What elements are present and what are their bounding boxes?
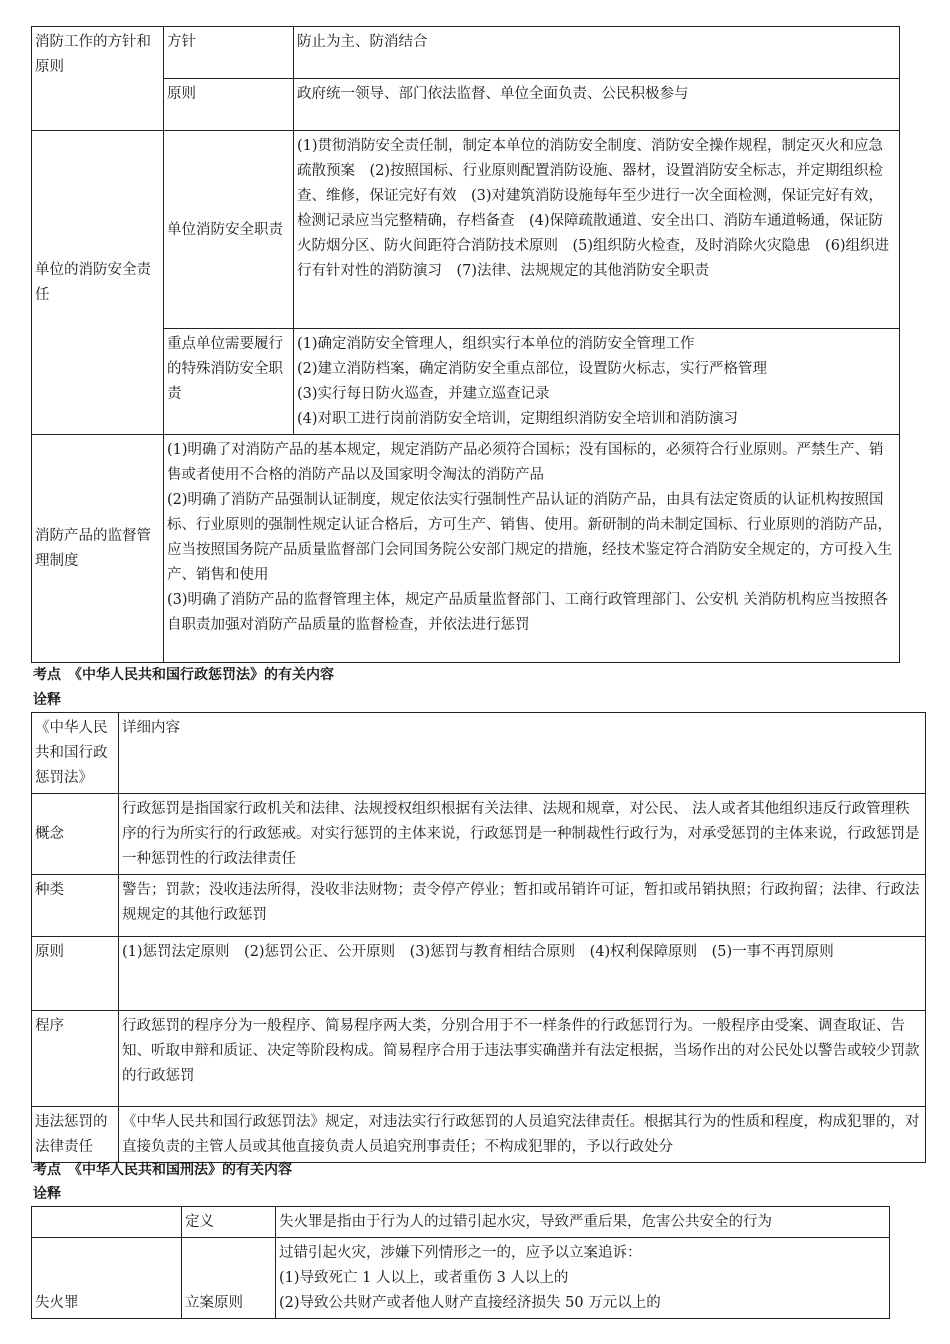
row-value: 行政惩罚的程序分为一般程序、简易程序两大类，分别合用于不一样条件的行政惩罚行为。一般程序由受案、调查取证、告知、听取申辩和质证、决定等阶段构成。简易程序合用于违法事实确凿并有法定根据，当场作出的对公民处以警告或较少罚款的行政惩罚 [119, 1011, 926, 1107]
list-item: (3)实行每日防火巡查，并建立巡查记录 [297, 386, 550, 402]
list-item: (2)建立消防档案，确定消防安全重点部位，设置防火标志，实行严格管理 [297, 361, 768, 377]
category-cell: 单位的消防安全责任 [32, 131, 164, 435]
subcategory-cell: 立案原则 [182, 1238, 276, 1319]
list-item: (1)导致死亡 1 人以上，或者重伤 3 人以上的 [279, 1270, 569, 1286]
list-item: (2)导致公共财产或者他人财产直接经济损失 50 万元以上的 [279, 1295, 661, 1311]
row-value: 警告；罚款；没收违法所得，没收非法财物；责令停产停业；暂扣或吊销许可证，暂扣或吊销执照；行政拘留；法律、行政法规规定的其他行政惩罚 [119, 875, 926, 937]
row-key: 程序 [32, 1011, 119, 1107]
row-key: 概念 [32, 794, 119, 875]
subcategory-cell: 单位消防安全职责 [164, 131, 294, 329]
list-item: (2)明确了消防产品强制认证制度，规定依法实行强制性产品认证的消防产品，由具有法定资质的认证机构按照国标、行业原则的强制性规定认证合格后，方可生产、销售、使用。新研制的尚未制定国标、行业原则的消防产品，应当按照国务院产品质量监督部门会同国务院公安部门规定的措施，经技术鉴定符合消防安全规定的，方可投入生产、销售和使用 [167, 492, 892, 583]
content-cell [276, 1238, 890, 1319]
content-cell: 失火罪是指由于行为人的过错引起水灾，导致严重后果，危害公共安全的行为 [276, 1207, 890, 1238]
row-key: 《中华人民共和国行政惩罚法》 [32, 713, 119, 794]
section-subheading: 诠释 [33, 692, 61, 708]
row-value: 行政惩罚是指国家行政机关和法律、法规授权组织根据有关法律、法规和规章，对公民、 法人或者其他组织违反行政管理秩序的行为所实行的行政惩戒。对实行惩罚的主体来说，行政惩罚是一种制裁性行政行为，对承受惩罚的主体来说，行政惩罚是一种惩罚性的行政法律责任 [119, 794, 926, 875]
row-value: 详细内容 [119, 713, 926, 794]
content-cell [294, 329, 900, 435]
row-key: 违法惩罚的法律责任 [32, 1107, 119, 1163]
criminal-law-table [31, 1206, 890, 1319]
category-cell [32, 1207, 182, 1238]
list-item: (4)对职工进行岗前消防安全培训，定期组织消防安全培训和消防演习 [297, 411, 739, 427]
section-subheading: 诠释 [33, 1186, 61, 1202]
fire-work-table [31, 26, 900, 663]
subcategory-cell: 原则 [164, 79, 294, 131]
list-item: (3)明确了消防产品的监督管理主体，规定产品质量监督部门、工商行政管理部门、公安机 关消防机构应当按照各自职责加强对消防产品质量的监督检查，并依法进行惩罚 [167, 592, 889, 633]
category-cell: 消防产品的监督管理制度 [32, 435, 164, 663]
row-value: 《中华人民共和国行政惩罚法》规定，对违法实行行政惩罚的人员追究法律责任。根据其行为的性质和程度，构成犯罪的，对直接负责的主管人员或其他直接负责人员追究刑事责任；不构成犯罪的，予以行政处分 [119, 1107, 926, 1163]
row-key: 种类 [32, 875, 119, 937]
list-item: (1)确定消防安全管理人，组织实行本单位的消防安全管理工作 [297, 336, 695, 352]
subcategory-cell: 定义 [182, 1207, 276, 1238]
section-heading: 考点 《中华人民共和国行政惩罚法》的有关内容 [33, 667, 334, 683]
subcategory-cell: 重点单位需要履行的特殊消防安全职责 [164, 329, 294, 435]
content-cell [164, 435, 900, 663]
content-cell: 防止为主、防消结合 [294, 27, 900, 79]
row-value: (1)惩罚法定原则 (2)惩罚公正、公开原则 (3)惩罚与教育相结合原则 (4)权利保障原则 (5)一事不再罚原则 [119, 937, 926, 1011]
subcategory-cell: 方针 [164, 27, 294, 79]
content-cell: (1)贯彻消防安全责任制，制定本单位的消防安全制度、消防安全操作规程，制定灭火和应急疏散预案 (2)按照国标、行业原则配置消防设施、器材，设置消防安全标志，并定期组织检查、维修，保证完好有效 (3)对建筑消防设施每年至少进行一次全面检测，保证完好有效，检测记录应当完整精确，存档备查 (4)保障疏散通道、安全出口、消防车通道畅通，保证防火防烟分区、防火间距符合消防技术原则 (5)组织防火检查，及时消除火灾隐患 (6)组织进行有针对性的消防演习 (7)法律、法规规定的其他消防安全职责 [294, 131, 900, 329]
administrative-penalty-table [31, 712, 926, 1163]
content-cell: 政府统一领导、部门依法监督、单位全面负责、公民积极参与 [294, 79, 900, 131]
list-item: (1)明确了对消防产品的基本规定，规定消防产品必须符合国标；没有国标的，必须符合行业原则。严禁生产、销售或者使用不合格的消防产品以及国家明令淘汰的消防产品 [167, 442, 884, 483]
section-heading: 考点 《中华人民共和国刑法》的有关内容 [33, 1162, 292, 1178]
category-cell: 失火罪 [32, 1238, 182, 1319]
row-key: 原则 [32, 937, 119, 1011]
list-item: 过错引起火灾，涉嫌下列情形之一的，应予以立案追诉： [279, 1245, 642, 1261]
category-cell: 消防工作的方针和原则 [32, 27, 164, 131]
